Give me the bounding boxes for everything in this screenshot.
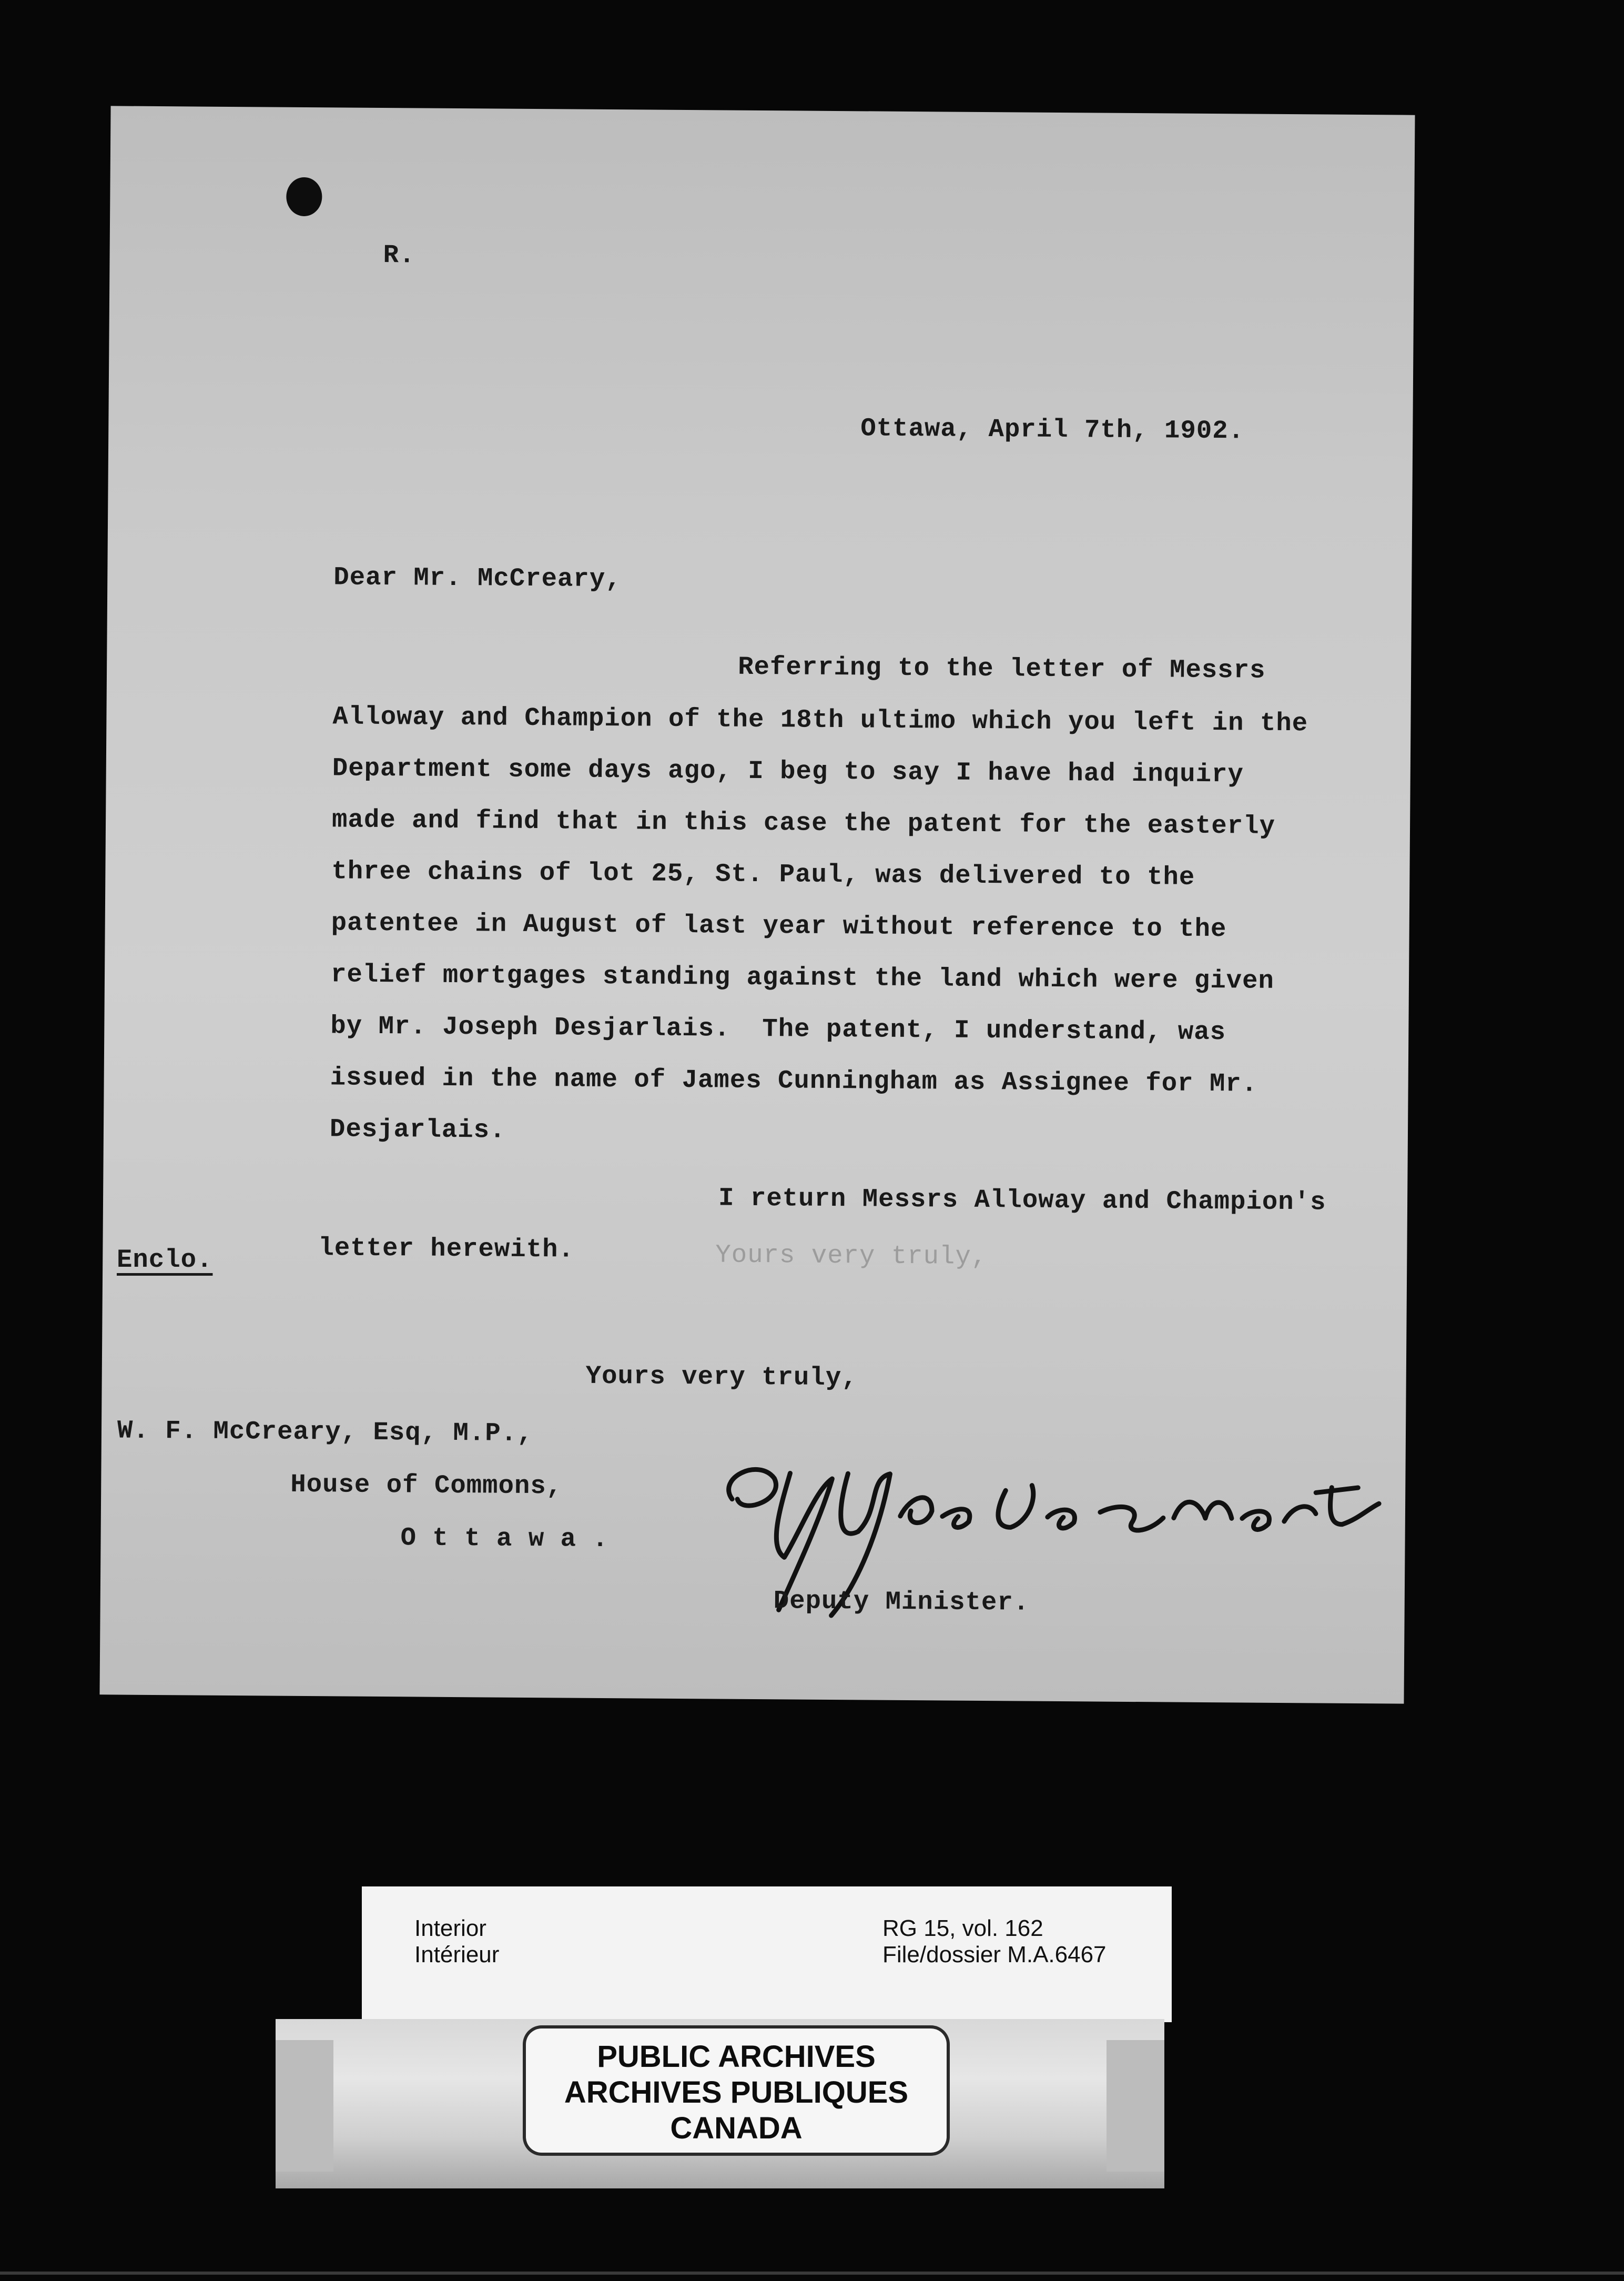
letter-page [99, 106, 1415, 1703]
archive-label-card [362, 1886, 1172, 2022]
stamp-line-1: PUBLIC ARCHIVES [597, 2040, 876, 2074]
punch-hole [286, 177, 322, 216]
film-edge [0, 2272, 1624, 2275]
archives-stamp [526, 2028, 947, 2153]
body-line: relief mortgages standing against the land which were given [330, 960, 1275, 996]
body-line: Alloway and Champion of the 18th ultimo which you left in the [332, 702, 1308, 739]
tape-end-right [1107, 2040, 1164, 2172]
tape-end-left [276, 2040, 333, 2172]
department-en: Interior [414, 1915, 486, 1941]
dateline: Ottawa, April 7th, 1902. [860, 413, 1245, 446]
body-line: Department some days ago, I beg to say I have had inquiry [332, 753, 1244, 790]
body-line: Referring to the letter of Messrs [737, 652, 1266, 685]
stamp-line-3: CANADA [670, 2111, 803, 2145]
addressee-name: W. F. McCreary, Esq, M.P., [117, 1416, 533, 1449]
salutation: Dear Mr. McCreary, [333, 562, 622, 594]
return-line: I return Messrs Alloway and Champion's [718, 1183, 1326, 1217]
reference-mark: R. [383, 240, 415, 270]
addressee-line: House of Commons, [290, 1469, 563, 1501]
closing: Yours very truly, [585, 1361, 858, 1393]
stamp-line-2: ARCHIVES PUBLIQUES [564, 2075, 909, 2110]
body-line: three chains of lot 25, St. Paul, was delivered to the [331, 856, 1195, 892]
file-number: File/dossier M.A.6467 [882, 1942, 1107, 1967]
department-fr: Intérieur [414, 1942, 500, 1967]
return-line: letter herewith. [318, 1233, 575, 1265]
body-line: patentee in August of last year without reference to the [331, 908, 1227, 944]
body-line: by Mr. Joseph Desjarlais. The patent, I understand, was [330, 1011, 1226, 1047]
body-line: Desjarlais. [329, 1114, 506, 1145]
enclosure-mark: Enclo. [117, 1245, 213, 1275]
record-group: RG 15, vol. 162 [882, 1915, 1043, 1941]
body-line: issued in the name of James Cunningham as Assignee for Mr. [330, 1063, 1258, 1099]
addressee-city: O t t a w a . [400, 1523, 609, 1555]
struck-closing: Yours very truly, [715, 1240, 988, 1272]
body-line: made and find that in this case the patent for the easterly [331, 805, 1276, 841]
signature-title: Deputy Minister. [773, 1586, 1030, 1618]
